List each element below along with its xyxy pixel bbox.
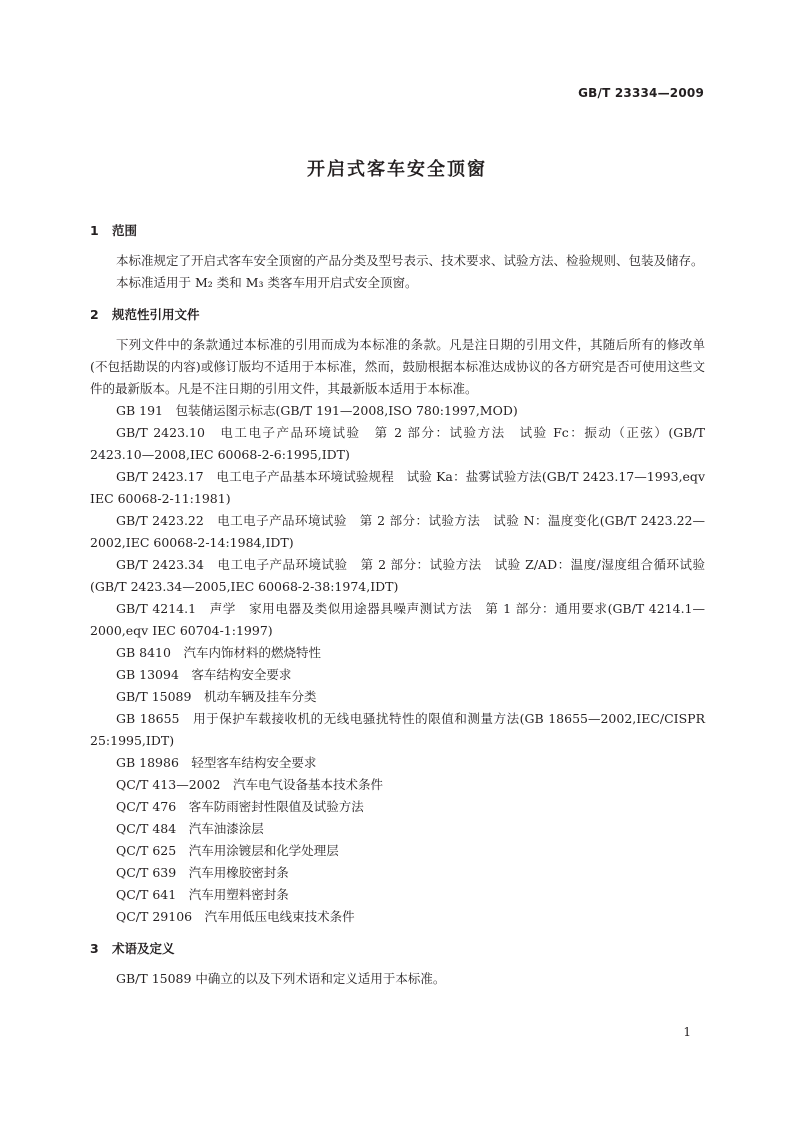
- paragraph: 下列文件中的条款通过本标准的引用而成为本标准的条款。凡是注日期的引用文件，其随后所有的修改单(不包括勘误的内容)或修订版均不适用于本标准，然而，鼓励根据本标准达成协议的各方研究是否可使用这些文件的最新版本。凡是不注日期的引用文件，其最新版本适用于本标准。: [90, 337, 705, 396]
- reference-item: QC/T 641 汽车用塑料密封条: [116, 887, 289, 902]
- reference-item: GB/T 15089 机动车辆及挂车分类: [116, 689, 317, 704]
- reference-item: QC/T 413—2002 汽车电气设备基本技术条件: [116, 777, 384, 792]
- section-heading-scope: [90, 220, 705, 242]
- reference-item: GB 8410 汽车内饰材料的燃烧特性: [116, 645, 321, 660]
- reference-item: GB 13094 客车结构安全要求: [116, 667, 292, 682]
- reference-item: QC/T 484 汽车油漆涂层: [116, 821, 264, 836]
- reference-item: GB/T 2423.17 电工电子产品基本环境试验规程 试验 Ka：盐雾试验方法(GB/T 2423.17—1993,eqv IEC 60068-2-11:1981): [90, 469, 705, 506]
- document-body: [90, 220, 705, 990]
- paragraph: 本标准适用于 M₂ 类和 M₃ 类客车用开启式安全顶窗。: [116, 275, 418, 290]
- section-number: 3: [90, 941, 99, 956]
- reference-item: QC/T 625 汽车用涂镀层和化学处理层: [116, 843, 339, 858]
- section-title: 范围: [112, 223, 138, 238]
- reference-item: GB 18986 轻型客车结构安全要求: [116, 755, 317, 770]
- reference-item: QC/T 29106 汽车用低压电线束技术条件: [116, 909, 355, 924]
- paragraph: GB/T 15089 中确立的以及下列术语和定义适用于本标准。: [116, 971, 446, 986]
- reference-item: GB/T 4214.1 声学 家用电器及类似用途器具噪声测试方法 第 1 部分：通用要求(GB/T 4214.1—2000,eqv IEC 60704-1:1997): [90, 601, 705, 638]
- section-heading-terms-definitions: [90, 938, 705, 960]
- paragraph: 本标准规定了开启式客车安全顶窗的产品分类及型号表示、技术要求、试验方法、检验规则、包装及储存。: [116, 253, 704, 268]
- reference-item: GB 18655 用于保护车载接收机的无线电骚扰特性的限值和测量方法(GB 18655—2002,IEC/CISPR 25:1995,IDT): [90, 711, 705, 748]
- section-title: 术语及定义: [112, 941, 175, 956]
- reference-item: QC/T 476 客车防雨密封性限值及试验方法: [116, 799, 364, 814]
- reference-item: GB 191 包装储运图示标志(GB/T 191—2008,ISO 780:1997,MOD): [116, 403, 518, 418]
- section-number: 2: [90, 307, 99, 322]
- section-heading-normative-references: [90, 304, 705, 326]
- reference-item: QC/T 639 汽车用橡胶密封条: [116, 865, 289, 880]
- standard-number: GB/T 23334—2009: [578, 86, 704, 100]
- section-title: 规范性引用文件: [112, 307, 200, 322]
- reference-item: GB/T 2423.10 电工电子产品环境试验 第 2 部分：试验方法 试验 Fc：振动（正弦）(GB/T 2423.10—2008,IEC 60068-2-6:1995,IDT): [90, 425, 705, 462]
- reference-item: GB/T 2423.22 电工电子产品环境试验 第 2 部分：试验方法 试验 N：温度变化(GB/T 2423.22—2002,IEC 60068-2-14:1984,IDT): [90, 513, 705, 550]
- reference-item: GB/T 2423.34 电工电子产品环境试验 第 2 部分：试验方法 试验 Z/AD：温度/湿度组合循环试验(GB/T 2423.34—2005,IEC 60068-2-38:1974,IDT): [90, 557, 705, 594]
- section-number: 1: [90, 223, 99, 238]
- page-number: 1: [683, 1025, 691, 1039]
- document-title: 开启式客车安全顶窗: [307, 159, 487, 180]
